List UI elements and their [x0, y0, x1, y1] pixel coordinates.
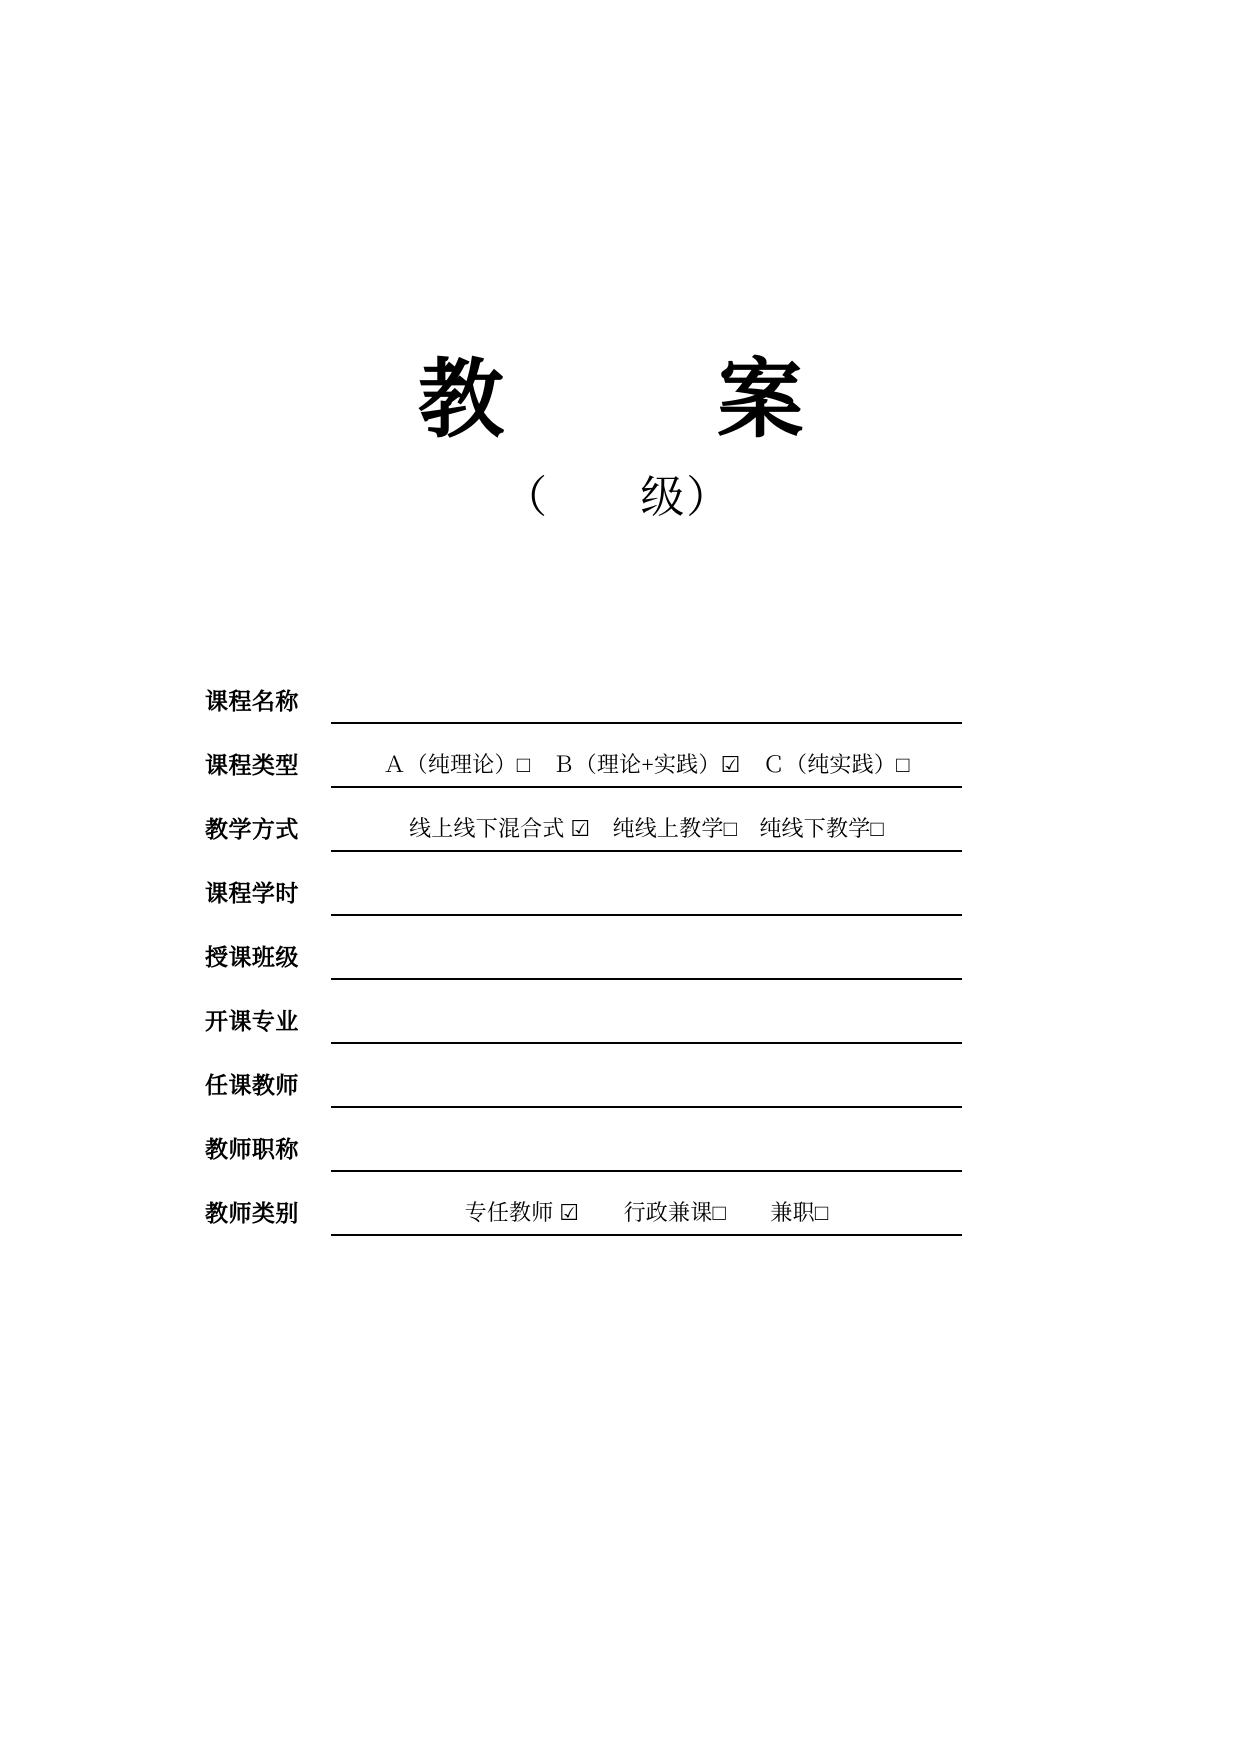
- field-course-type[interactable]: [331, 724, 962, 788]
- form-row-major: [205, 980, 962, 1044]
- field-major[interactable]: [331, 980, 962, 1044]
- label-teacher-title: 教师职称: [205, 1136, 299, 1162]
- form-row-teacher: [205, 1044, 962, 1108]
- label-course-name: 课程名称: [205, 688, 299, 714]
- title-block: [0, 352, 1235, 525]
- form-row-course-type: [205, 724, 962, 788]
- field-course-name[interactable]: [331, 660, 962, 724]
- page-title: 教 案: [417, 352, 818, 448]
- value-course-type: Ａ（纯理论）□ Ｂ（理论+实践）☑ Ｃ（纯实践）□: [383, 751, 910, 777]
- form-row-teacher-title: [205, 1108, 962, 1172]
- label-course-hours: 课程学时: [205, 880, 299, 906]
- label-major: 开课专业: [205, 1008, 299, 1034]
- form-row-course-name: [205, 660, 962, 724]
- value-teacher-category: 专任教师 ☑ 行政兼课□ 兼职□: [464, 1199, 829, 1225]
- form-row-class: [205, 916, 962, 980]
- form-row-teaching-mode: [205, 788, 962, 852]
- form-row-course-hours: [205, 852, 962, 916]
- form-row-teacher-category: [205, 1172, 962, 1236]
- label-teaching-mode: 教学方式: [205, 816, 299, 842]
- label-class: 授课班级: [205, 944, 299, 970]
- field-class[interactable]: [331, 916, 962, 980]
- page-subtitle: （ 级）: [503, 473, 732, 523]
- field-teacher[interactable]: [331, 1044, 962, 1108]
- field-teaching-mode[interactable]: [331, 788, 962, 852]
- value-teaching-mode: 线上线下混合式 ☑ 纯线上教学□ 纯线下教学□: [409, 815, 884, 841]
- field-teacher-title[interactable]: [331, 1108, 962, 1172]
- label-course-type: 课程类型: [205, 752, 299, 778]
- cover-info-form: [205, 660, 962, 1236]
- field-teacher-category[interactable]: [331, 1172, 962, 1236]
- label-teacher-category: 教师类别: [205, 1200, 299, 1226]
- field-course-hours[interactable]: [331, 852, 962, 916]
- label-teacher: 任课教师: [205, 1072, 299, 1098]
